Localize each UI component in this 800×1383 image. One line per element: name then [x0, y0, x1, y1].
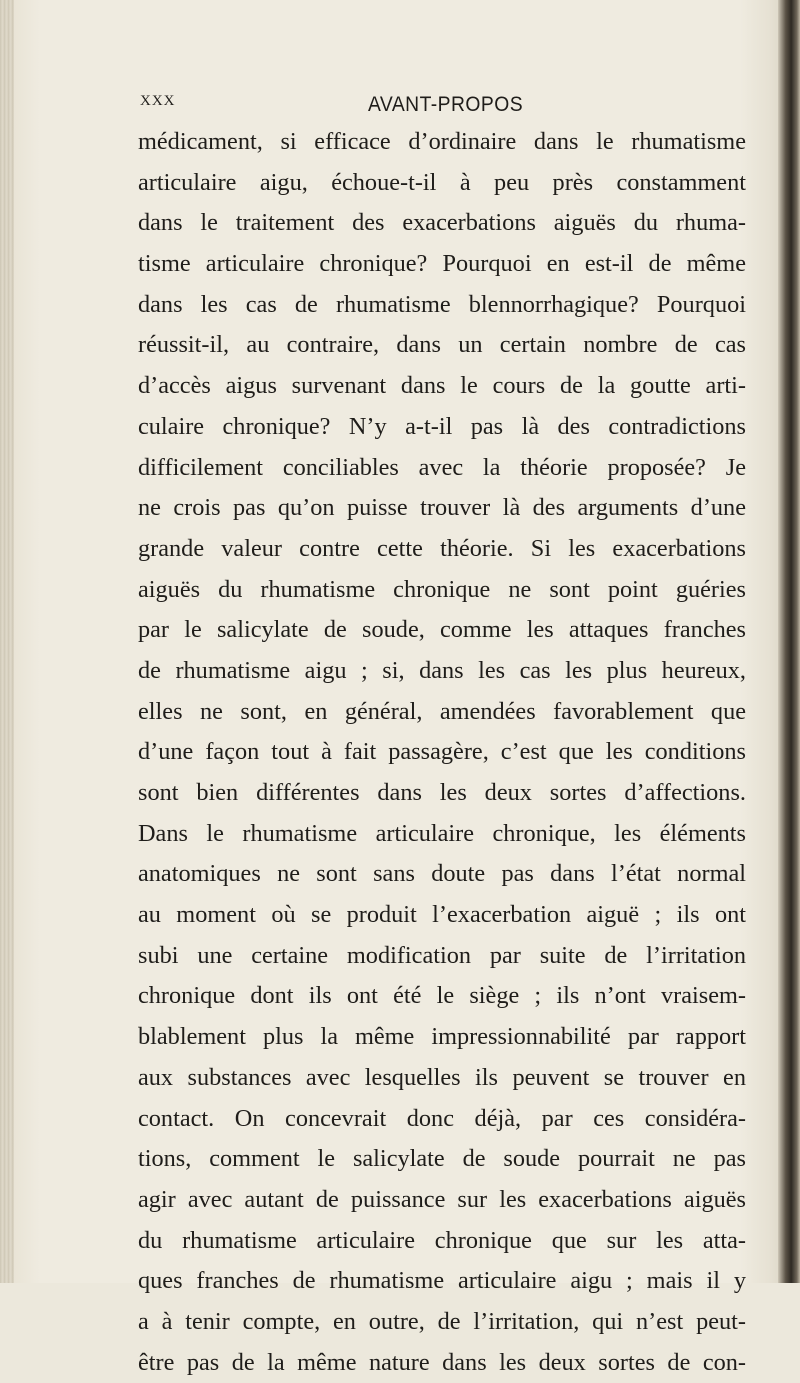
page-edge-shadow — [778, 0, 800, 1283]
page-number: XXX — [140, 93, 176, 109]
text-line: aux substances avec lesquelles ils peuvent se trouver en — [138, 1063, 746, 1091]
text-line: agir avec autant de puissance sur les exacerbations aiguës — [138, 1185, 746, 1213]
text-line: grande valeur contre cette théorie. Si les exacerbations — [138, 534, 746, 562]
text-line: d’une façon tout à fait passagère, c’est que les conditions — [138, 738, 746, 766]
text-line: tisme articulaire chronique? Pourquoi en est-il de même — [138, 250, 746, 278]
text-line: tions, comment le salicylate de soude pourrait ne pas — [138, 1145, 746, 1173]
text-line: dans le traitement des exacerbations aiguës du rhuma- — [138, 209, 746, 237]
text-line: contact. On concevrait donc déjà, par ces considéra- — [138, 1104, 746, 1132]
text-line: aiguës du rhumatisme chronique ne sont point guéries — [138, 575, 746, 603]
text-line: culaire chronique? N’y a-t-il pas là des contradictions — [138, 412, 746, 440]
text-line: difficilement conciliables avec la théorie proposée? Je — [138, 453, 746, 481]
text-line: subi une certaine modification par suite de l’irritation — [138, 941, 746, 969]
body-text — [138, 122, 746, 1383]
text-line: de rhumatisme aigu ; si, dans les cas les plus heureux, — [138, 656, 746, 684]
text-line: chronique dont ils ont été le siège ; ils n’ont vraisem- — [138, 982, 746, 1010]
text-line: Dans le rhumatisme articulaire chronique, les éléments — [138, 819, 746, 847]
text-line: du rhumatisme articulaire chronique que sur les atta- — [138, 1226, 746, 1254]
text-line: être pas de la même nature dans les deux sortes de con- — [138, 1348, 746, 1376]
text-line: articulaire aigu, échoue-t-il à peu près constamment — [138, 168, 746, 196]
text-line: elles ne sont, en général, amendées favorablement que — [138, 697, 746, 725]
text-line: ne crois pas qu’on puisse trouver là des arguments d’une — [138, 494, 746, 522]
text-line: par le salicylate de soude, comme les attaques franches — [138, 616, 746, 644]
running-head: AVANT-PROPOS — [368, 93, 524, 116]
page-header — [140, 93, 740, 123]
text-line: a à tenir compte, en outre, de l’irritation, qui n’est peut- — [138, 1307, 746, 1335]
text-line: réussit-il, au contraire, dans un certain nombre de cas — [138, 331, 746, 359]
text-line: blablement plus la même impressionnabilité par rapport — [138, 1023, 746, 1051]
text-line: sont bien différentes dans les deux sortes d’affections. — [138, 779, 746, 806]
binding-gutter — [0, 0, 14, 1283]
text-line: anatomiques ne sont sans doute pas dans l’état normal — [138, 860, 746, 888]
text-line: dans les cas de rhumatisme blennorrhagique? Pourquoi — [138, 290, 746, 318]
text-line: ques franches de rhumatisme articulaire aigu ; mais il y — [138, 1267, 746, 1295]
text-line: au moment où se produit l’exacerbation aiguë ; ils ont — [138, 901, 746, 929]
text-line: d’accès aigus survenant dans le cours de la goutte arti- — [138, 372, 746, 400]
text-line: médicament, si efficace d’ordinaire dans le rhumatisme — [138, 128, 746, 155]
